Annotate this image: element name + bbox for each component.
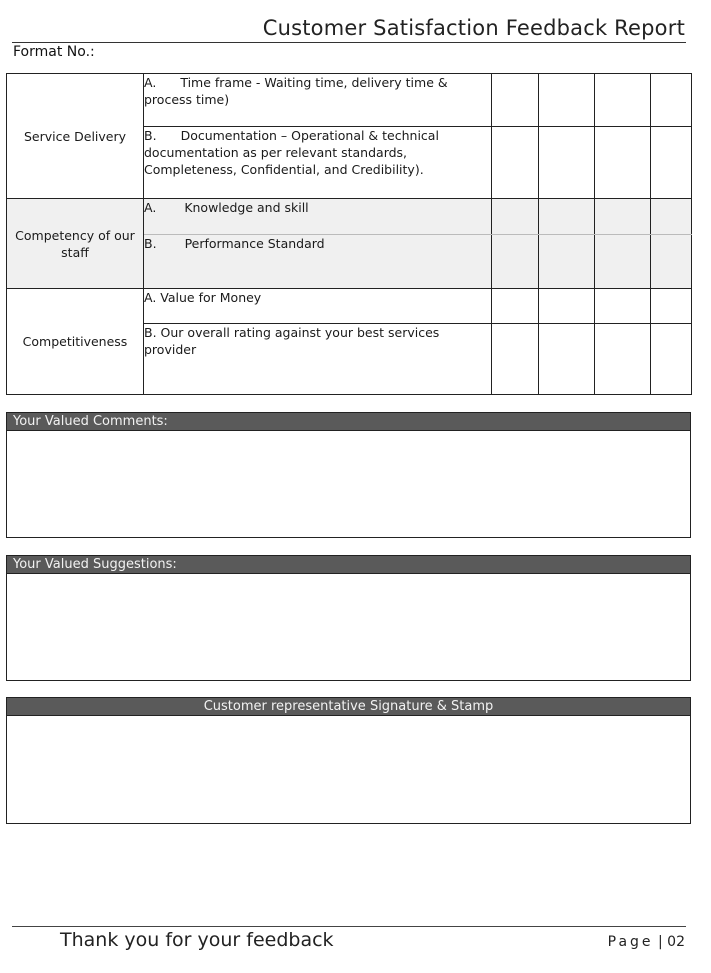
rating-cell[interactable] bbox=[651, 235, 692, 289]
rating-cell[interactable] bbox=[492, 235, 539, 289]
criterion-cell bbox=[144, 289, 492, 324]
table-row bbox=[7, 199, 692, 235]
rating-cell[interactable] bbox=[539, 235, 595, 289]
rating-cell[interactable] bbox=[595, 324, 651, 395]
page-number bbox=[608, 934, 685, 950]
criterion-letter: B. bbox=[144, 325, 157, 340]
page-separator: | bbox=[658, 934, 663, 950]
category-competitiveness: Competitiveness bbox=[7, 289, 144, 395]
rating-cell[interactable] bbox=[595, 289, 651, 324]
criterion-letter: A. bbox=[144, 200, 157, 215]
criterion-letter: B. bbox=[144, 128, 157, 143]
criterion-letter: A. bbox=[144, 290, 157, 305]
rating-cell[interactable] bbox=[595, 74, 651, 127]
suggestions-heading: Your Valued Suggestions: bbox=[7, 556, 690, 574]
rating-cell[interactable] bbox=[651, 324, 692, 395]
rating-cell[interactable] bbox=[492, 289, 539, 324]
criterion-text: Time frame - Waiting time, delivery time & process time) bbox=[144, 75, 448, 107]
rating-cell[interactable] bbox=[651, 199, 692, 235]
rating-cell[interactable] bbox=[492, 127, 539, 199]
rating-cell[interactable] bbox=[595, 127, 651, 199]
comments-area[interactable] bbox=[7, 431, 690, 537]
rating-cell[interactable] bbox=[539, 74, 595, 127]
criterion-cell bbox=[144, 74, 492, 127]
page-number-value: 02 bbox=[667, 934, 685, 950]
table-row bbox=[7, 74, 692, 127]
signature-area[interactable] bbox=[7, 716, 690, 823]
criterion-cell bbox=[144, 235, 492, 289]
rating-cell[interactable] bbox=[651, 74, 692, 127]
rating-cell[interactable] bbox=[595, 235, 651, 289]
category-competency: Competency of our staff bbox=[7, 199, 144, 289]
criterion-letter: A. bbox=[144, 75, 157, 90]
title-divider bbox=[12, 42, 686, 43]
signature-heading: Customer representative Signature & Stamp bbox=[7, 698, 690, 716]
footer-divider bbox=[12, 926, 686, 927]
criterion-text: Our overall rating against your best services provider bbox=[144, 325, 440, 357]
criterion-cell bbox=[144, 127, 492, 199]
suggestions-area[interactable] bbox=[7, 574, 690, 680]
rating-table bbox=[6, 73, 692, 395]
rating-cell[interactable] bbox=[492, 324, 539, 395]
rating-cell[interactable] bbox=[492, 74, 539, 127]
comments-section bbox=[6, 412, 691, 538]
table-row bbox=[7, 289, 692, 324]
format-number-label: Format No.: bbox=[13, 44, 95, 60]
comments-heading: Your Valued Comments: bbox=[7, 413, 690, 431]
page-word: Page bbox=[607, 934, 654, 950]
rating-cell[interactable] bbox=[539, 324, 595, 395]
criterion-text: Knowledge and skill bbox=[184, 200, 309, 215]
rating-cell[interactable] bbox=[539, 289, 595, 324]
rating-cell[interactable] bbox=[595, 199, 651, 235]
signature-section bbox=[6, 697, 691, 824]
rating-cell[interactable] bbox=[492, 199, 539, 235]
criterion-cell bbox=[144, 199, 492, 235]
report-title: Customer Satisfaction Feedback Report bbox=[262, 16, 685, 40]
criterion-text: Documentation – Operational & technical documentation as per relevant standards, Completeness, Confidential, and Credibility). bbox=[144, 128, 439, 177]
category-service-delivery: Service Delivery bbox=[7, 74, 144, 199]
criterion-letter: B. bbox=[144, 236, 157, 251]
criterion-text: Performance Standard bbox=[184, 236, 325, 251]
rating-cell[interactable] bbox=[651, 289, 692, 324]
suggestions-section bbox=[6, 555, 691, 681]
rating-cell[interactable] bbox=[651, 127, 692, 199]
thank-you-text: Thank you for your feedback bbox=[60, 929, 334, 951]
criterion-cell bbox=[144, 324, 492, 395]
rating-cell[interactable] bbox=[539, 127, 595, 199]
rating-cell[interactable] bbox=[539, 199, 595, 235]
criterion-text: Value for Money bbox=[160, 290, 262, 305]
